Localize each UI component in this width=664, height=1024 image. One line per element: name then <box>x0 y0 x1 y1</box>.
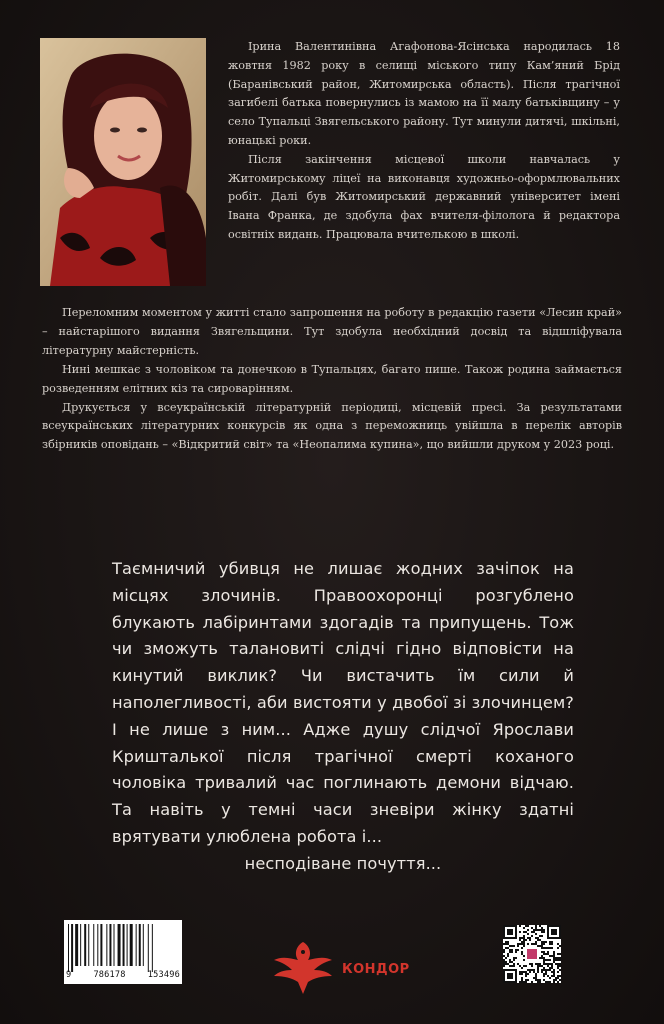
book-blurb <box>112 556 574 878</box>
bio-paragraph-5: Друкується у всеукраїнській літературній періодиці, місцевій пресі. За результатами всеукраїнських літературних конкурсів як одна з переможниць увійшла в перелік авторів збірників оповідань – «Відкритий світ» та «Неопалима купина», що вийшли друком у 2023 році. <box>42 400 622 452</box>
author-bio-top <box>228 38 620 245</box>
barcode-digit-group-2: 153496 <box>147 970 180 980</box>
bio-paragraph-2: Після закінчення місцевої школи навчалась у Житомирському ліцеї на виконавця художньо-оформлювальних робіт. Далі був Житомирський державний університет імені Івана Франка, де здобула фах вчителя-філолога й редактора освітніх видань. Працювала вчителькою в школі. <box>228 152 620 241</box>
bio-paragraph-1: Ірина Валентинівна Агафонова-Ясінська народилась 18 жовтня 1982 року в селищі міського типу Кам’яний Брід (Баранівський район, Житомирська область). Після трагічної загибелі батька повернулись із мамою на її малу батьківщину – у село Тупальці Звягельського району. Тут минули дитячі, шкільні, юнацькі роки. <box>228 40 620 147</box>
barcode-digits <box>66 970 180 980</box>
barcode-digit-group-1: 786178 <box>93 970 126 980</box>
blurb-text: Таємничий убивця не лишає жодних зачіпок на місцях злочинів. Правоохоронці розгублено блукають лабіринтами здогадів та припущень. Тож чи зможуть талановиті слідчі гідно відповісти на кинутий виклик? Чи вистачить їм сили й наполегливості, аби вистояти у двобої зі злочинцем? І не лише з ним... Адже душу слідчої Ярослави Кришталької після трагічної смерті коханого чоловіка тривалий час поглинають демони відчаю. Та навіть у темні часи зневіри жінку здатні врятувати улюблена робота і... <box>112 559 574 846</box>
blurb-last-line: несподіване почуття... <box>244 853 442 873</box>
qr-code-icon <box>503 925 561 983</box>
bio-paragraph-3: Переломним моментом у житті стало запрошення на роботу в редакцію газети «Лесин край» – найстарішого видання Звягельщини. Тут здобула необхідний досвід та відшліфувала літературну майстерність. <box>42 306 622 357</box>
bio-paragraph-4: Нині мешкає з чоловіком та донечкою в Тупальцях, багато пише. Також родина займається розведенням елітних кіз та сироварінням. <box>42 362 622 395</box>
author-bio-bottom <box>42 304 622 455</box>
author-photo <box>40 38 206 286</box>
condor-bird-logo-icon <box>268 938 338 998</box>
publisher-name: КОНДОР <box>342 962 410 977</box>
barcode-digit-prefix: 9 <box>66 970 72 980</box>
